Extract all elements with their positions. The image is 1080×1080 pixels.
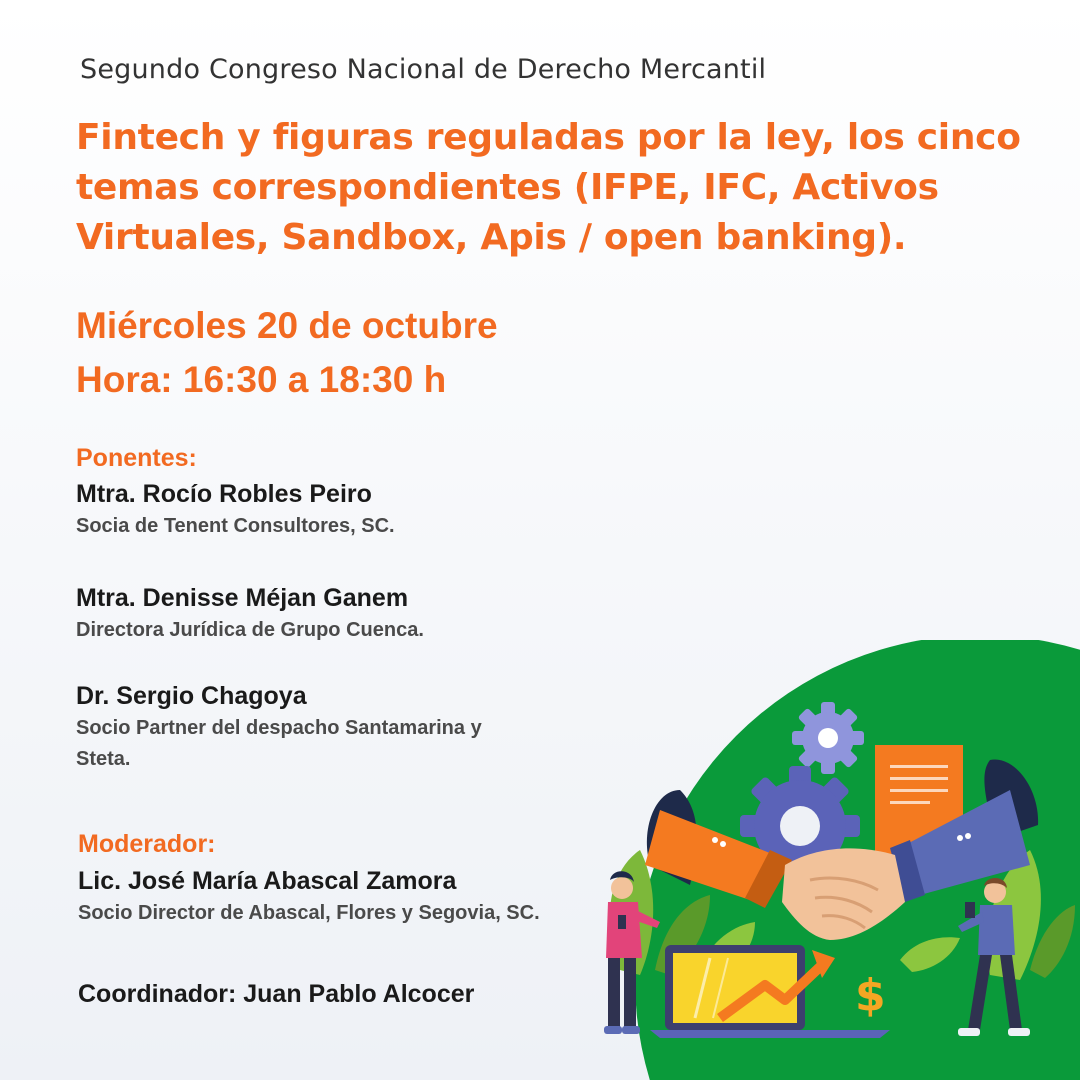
speakers-label: Ponentes: (76, 444, 197, 472)
speaker-name: Mtra. Rocío Robles Peiro (76, 480, 372, 508)
event-date: Miércoles 20 de octubre (76, 305, 498, 346)
moderator-role: Socio Director de Abascal, Flores y Segovia, SC. (78, 902, 540, 924)
event-title-line: temas correspondientes (IFPE, IFC, Activos (76, 167, 939, 208)
moderator-name: Lic. José María Abascal Zamora (78, 867, 457, 895)
event-title-line: Fintech y figuras reguladas por la ley, los cinco (76, 117, 1021, 158)
event-title-line: Virtuales, Sandbox, Apis / open banking). (76, 217, 907, 258)
speaker-role: Steta. (76, 748, 131, 770)
speaker-role: Directora Jurídica de Grupo Cuenca. (76, 619, 424, 641)
moderator (78, 867, 540, 929)
speaker-2 (76, 584, 424, 646)
speaker-role: Socia de Tenent Consultores, SC. (76, 515, 395, 537)
coordinator: Coordinador: Juan Pablo Alcocer (78, 980, 475, 1008)
event-title (76, 113, 1036, 263)
handshake-illustration (560, 640, 1080, 1080)
event-time: Hora: 16:30 a 18:30 h (76, 359, 447, 400)
speaker-name: Dr. Sergio Chagoya (76, 682, 307, 710)
speaker-role: Socio Partner del despacho Santamarina y (76, 717, 482, 739)
moderator-label: Moderador: (78, 830, 216, 858)
event-subtitle: Segundo Congreso Nacional de Derecho Mercantil (80, 54, 767, 85)
speaker-3 (76, 682, 482, 775)
speaker-1 (76, 480, 395, 542)
small-gear-icon (792, 702, 864, 774)
speaker-name: Mtra. Denisse Méjan Ganem (76, 584, 409, 612)
dollar-icon: $ (855, 970, 886, 1021)
